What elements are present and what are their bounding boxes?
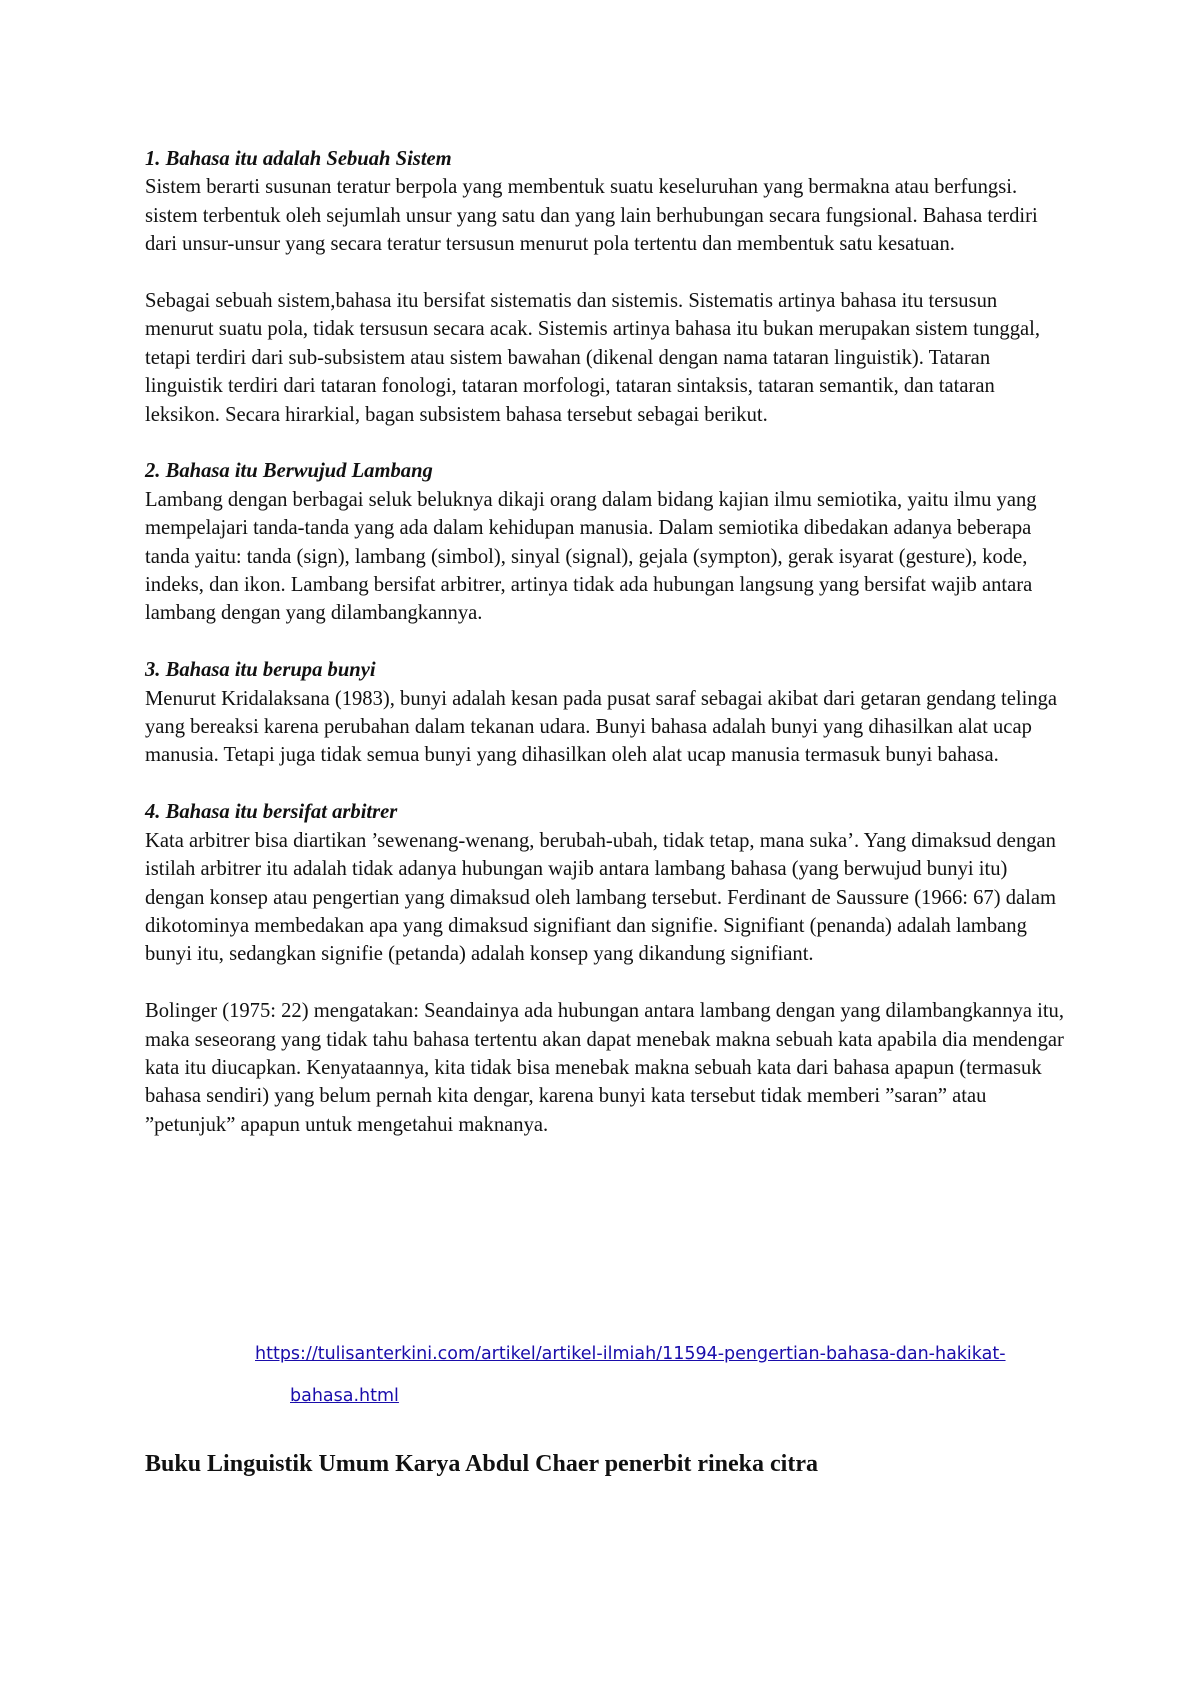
section-heading-3: 3. Bahasa itu berupa bunyi xyxy=(145,659,376,682)
book-reference-title: Buku Linguistik Umum Karya Abdul Chaer penerbit rineka citra xyxy=(145,1451,818,1477)
document-body xyxy=(145,145,1070,1168)
section-2-paragraph-1: Lambang dengan berbagai seluk beluknya dikaji orang dalam bidang kajian ilmu semiotika, yaitu ilmu yang mempelajari tanda-tanda yang ada dalam kehidupan manusia. Dalam semiotika dibedakan adanya beberapa tanda yaitu: tanda (sign), lambang (simbol), sinyal (signal), gejala (sympton), gerak isyarat (gesture), kode, indeks, dan ikon. Lambang bersifat arbitrer, artinya tidak ada hubungan langsung yang bersifat wajib antara lambang dengan yang dilambangkannya. xyxy=(145,488,1037,625)
section-4-paragraph-1: Kata arbitrer bisa diartikan ’sewenang-wenang, berubah-ubah, tidak tetap, mana suka’. Yang dimaksud dengan istilah arbitrer itu adalah tidak adanya hubungan wajib antara lambang bahasa (yang berwujud bunyi itu) dengan konsep atau pengertian yang dimaksud oleh lambang tersebut. Ferdinant de Saussure (1966: 67) dalam dikotominya membedakan apa yang dimaksud signifiant dan signifie. Signifiant (penanda) adalah lambang bunyi itu, sedangkan signifie (petanda) adalah konsep yang dikandung signifiant. xyxy=(145,829,1057,966)
section-heading-1: 1. Bahasa itu adalah Sebuah Sistem xyxy=(145,148,452,170)
source-link-line-1[interactable]: https://tulisanterkini.com/artikel/artikel-ilmiah/11594-pengertian-bahasa-dan-hakikat- xyxy=(255,1344,1006,1364)
source-link-block xyxy=(255,1333,1085,1417)
section-1-paragraph-1: Sistem berarti susunan teratur berpola yang membentuk suatu keseluruhan yang bermakna atau berfungsi. sistem terbentuk oleh sejumlah unsur yang satu dan yang lain berhubungan secara fungsional. Bahasa terdiri dari unsur-unsur yang secara teratur tersusun menurut pola tertentu dan membentuk satu kesatuan. xyxy=(145,176,1038,256)
section-4-paragraph-2: Bolinger (1975: 22) mengatakan: Seandainya ada hubungan antara lambang dengan yang dilambangkannya itu, maka seseorang yang tidak tahu bahasa tertentu akan dapat menebak makna sebuah kata apabila dia mendengar kata itu diucapkan. Kenyataannya, kita tidak bisa menebak makna sebuah kata dari bahasa apapun (termasuk bahasa sendiri) yang belum pernah kita dengar, karena bunyi kata tersebut tidak memberi ”saran” atau ”petunjuk” apapun untuk mengetahui maknanya. xyxy=(145,1000,1064,1136)
section-1-paragraph-2: Sebagai sebuah sistem,bahasa itu bersifat sistematis dan sistemis. Sistematis artinya bahasa itu tersusun menurut suatu pola, tidak tersusun secara acak. Sistemis artinya bahasa itu bukan merupakan sistem tunggal, tetapi terdiri dari sub-subsistem atau sistem bawahan (dikenal dengan nama tataran linguistik). Tataran linguistik terdiri dari tataran fonologi, tataran morfologi, tataran sintaksis, tataran semantik, dan tataran leksikon. Secara hirarkial, bagan subsistem bahasa tersebut sebagai berikut. xyxy=(145,290,1041,426)
section-3-paragraph-1: Menurut Kridalaksana (1983), bunyi adalah kesan pada pusat saraf sebagai akibat dari getaran gendang telinga yang bereaksi karena perubahan dalam tekanan udara. Bunyi bahasa adalah bunyi yang dihasilkan alat ucap manusia. Tetapi juga tidak semua bunyi yang dihasilkan oleh alat ucap manusia termasuk bunyi bahasa. xyxy=(145,687,1058,767)
section-heading-4: 4. Bahasa itu bersifat arbitrer xyxy=(145,801,398,824)
section-heading-2: 2. Bahasa itu Berwujud Lambang xyxy=(145,460,433,483)
source-link-line-2[interactable]: bahasa.html xyxy=(290,1386,399,1406)
